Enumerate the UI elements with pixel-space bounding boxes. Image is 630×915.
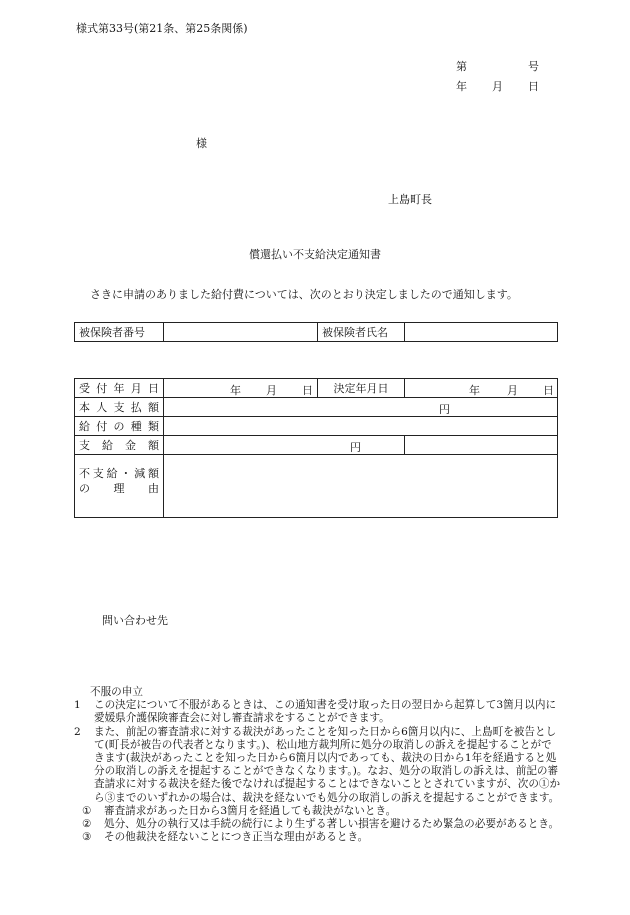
insured-name-field[interactable]: [405, 323, 558, 342]
objection-sub-item-3: [74, 831, 562, 844]
reason-field[interactable]: [164, 455, 558, 518]
doc-date-year: 年: [456, 80, 467, 93]
contact-label: 問い合わせ先: [102, 614, 168, 627]
details-table: [74, 378, 558, 518]
objection-sub-item-2-number: ②: [82, 818, 92, 831]
reason-label-line-2: [79, 481, 159, 496]
intro-text: さきに申請のありました給付費については、次のとおり決定しましたので通知します。: [90, 288, 518, 301]
objection-heading: 不服の申立: [90, 686, 143, 698]
objection-item-2-text: また、前記の審査請求に対する裁決があったことを知った日から6箇月以内に、上島町を被告として(町長が被告の代表者となります。)、松山地方裁判所に処分の取消しの訴えを提起することができます(裁決があったことを知った日から6箇月以内であっても、裁決の日から1年を経過すると処分の取消しの訴えを提起することができなくなります。)。なお、処分の取消しの訴えは、前記の審査請求に対する裁決を経た後でなければ提起することはできないこととされていますが、次の①から③までのいずれかの場合は、裁決を経ないでも処分の取消しの訴えを提起することができます。: [94, 725, 561, 804]
reason-label-yu: 由: [148, 482, 159, 495]
doc-date-day: 日: [528, 80, 539, 93]
decision-date-field[interactable]: [405, 379, 558, 398]
doc-number-prefix: 第: [456, 60, 467, 73]
objection-sub-item-3-text: その他裁決を経ないことにつき正当な理由があるとき。: [104, 831, 369, 844]
self-paid-field[interactable]: [164, 398, 558, 417]
objection-item-1: [74, 699, 562, 725]
objection-sub-item-3-number: ③: [82, 831, 92, 844]
reason-label-line-1: 不支給・減額: [79, 467, 159, 480]
payment-amount-label: 支給金額: [75, 436, 164, 455]
self-paid-label: 本人支払額: [75, 398, 164, 417]
doc-date-month: 月: [492, 80, 503, 93]
payment-amount-extra: [405, 436, 558, 455]
objection-item-1-number: 1: [74, 699, 81, 712]
insured-number-field[interactable]: [164, 323, 318, 342]
objection-sub-item-2-text: 処分、処分の執行又は手続の続行により生ずる著しい損害を避けるため緊急の必要があるとき。: [104, 818, 560, 831]
received-date-month: 月: [266, 384, 277, 397]
insured-table: [74, 322, 558, 342]
received-date-year: 年: [230, 384, 241, 397]
insured-name-label: 被保険者氏名: [318, 323, 405, 342]
benefit-type-field[interactable]: [164, 417, 558, 436]
self-paid-unit: 円: [439, 403, 450, 416]
decision-date-day: 日: [543, 384, 554, 397]
received-date-label: 受付年月日: [75, 379, 164, 398]
reason-label-ri: 理: [113, 482, 125, 495]
objection-item-1-text: この決定について不服があるときは、この通知書を受け取った日の翌日から起算して3箇月以内に愛媛県介護保険審査会に対し審査請求をすることができます。: [94, 699, 557, 725]
decision-date-label: 決定年月日: [318, 379, 405, 398]
payment-amount-field[interactable]: [164, 436, 405, 455]
decision-date-month: 月: [507, 384, 518, 397]
doc-number-suffix: 号: [528, 60, 539, 73]
objection-sub-item-1-text: 審査請求があった日から3箇月を経過しても裁決がないとき。: [104, 804, 397, 817]
objection-sub-item-1: [74, 805, 562, 818]
objection-sub-item-2: [74, 818, 562, 831]
benefit-type-label: 給付の種類: [75, 417, 164, 436]
addressee-suffix: 様: [196, 137, 207, 150]
issuer: 上島町長: [388, 193, 432, 206]
decision-date-year: 年: [469, 384, 480, 397]
objection-item-2-number: 2: [74, 725, 81, 738]
reason-label-no: の: [79, 482, 90, 495]
document-title: 償還払い不支給決定通知書: [249, 248, 381, 261]
form-number: 様式第33号(第21条、第25条関係): [76, 22, 248, 35]
objection-item-2: [74, 726, 562, 805]
objection-sub-item-1-number: ①: [82, 804, 92, 817]
objection-section: [74, 686, 562, 844]
received-date-day: 日: [302, 384, 313, 397]
received-date-field[interactable]: [164, 379, 318, 398]
insured-number-label: 被保険者番号: [75, 323, 164, 342]
payment-amount-unit: 円: [350, 441, 361, 454]
reason-label: [75, 455, 164, 518]
